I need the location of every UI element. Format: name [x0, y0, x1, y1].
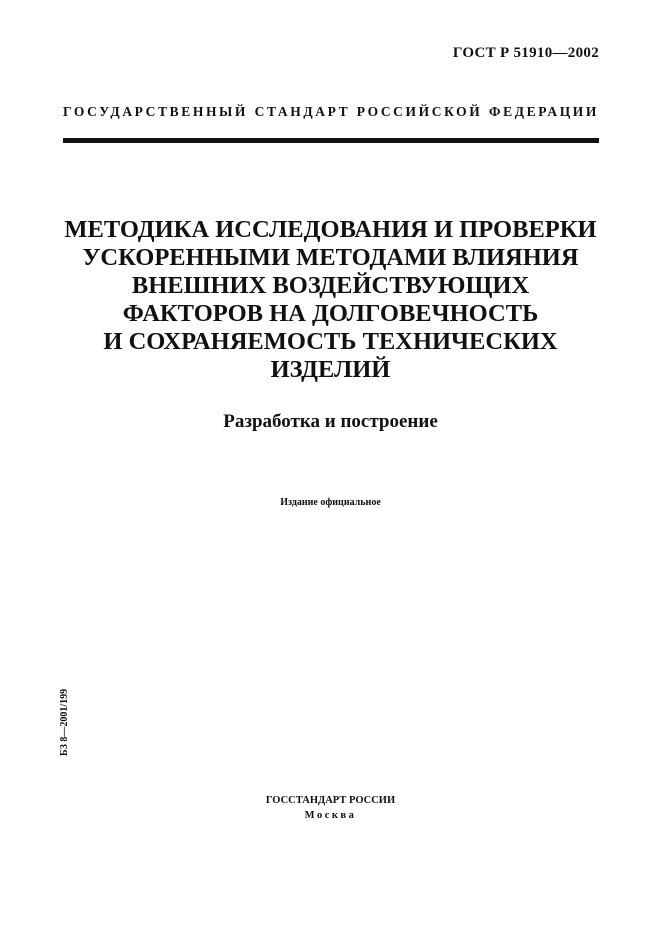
title-line: ФАКТОРОВ НА ДОЛГОВЕЧНОСТЬ — [122, 300, 539, 327]
title-line: ВНЕШНИХ ВОЗДЕЙСТВУЮЩИХ — [131, 272, 530, 299]
state-standard-header: ГОСУДАРСТВЕННЫЙ СТАНДАРТ РОССИЙСКОЙ ФЕДЕРАЦИИ — [63, 104, 599, 119]
title-line: ИЗДЕЛИЙ — [270, 356, 391, 383]
document-subtitle: Разработка и построение — [223, 411, 438, 432]
title-line: МЕТОДИКА ИССЛЕДОВАНИЯ И ПРОВЕРКИ — [64, 216, 597, 243]
header-divider — [63, 138, 599, 143]
standard-number: ГОСТ Р 51910—2002 — [452, 45, 599, 61]
publisher-city: Москва — [304, 810, 357, 821]
edition-note: Издание официальное — [280, 497, 381, 508]
title-line: УСКОРЕННЫМИ МЕТОДАМИ ВЛИЯНИЯ — [82, 244, 579, 271]
side-catalog-code: БЗ 8—2001/199 — [59, 688, 70, 756]
publisher: ГОССТАНДАРТ РОССИИ — [265, 795, 396, 806]
document-title — [40, 216, 621, 384]
title-line: И СОХРАНЯЕМОСТЬ ТЕХНИЧЕСКИХ — [103, 328, 558, 355]
